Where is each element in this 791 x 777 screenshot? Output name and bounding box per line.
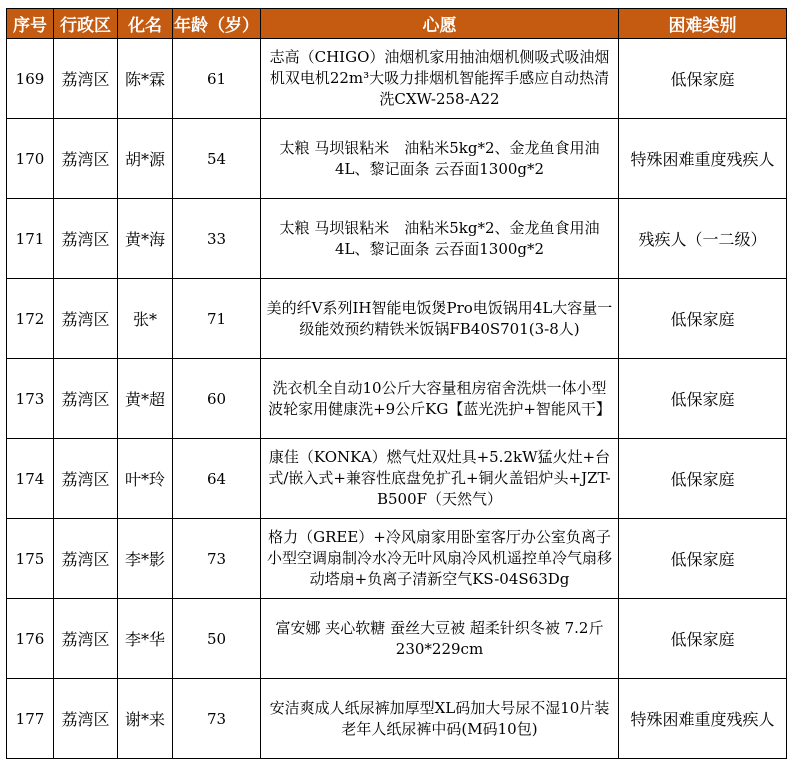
cell-name: 谢*来 bbox=[118, 679, 173, 759]
cell-name: 李*华 bbox=[118, 599, 173, 679]
header-age: 年龄（岁） bbox=[173, 9, 261, 39]
cell-district: 荔湾区 bbox=[54, 599, 118, 679]
cell-district: 荔湾区 bbox=[54, 279, 118, 359]
cell-seq: 171 bbox=[7, 199, 54, 279]
cell-seq: 172 bbox=[7, 279, 54, 359]
cell-name: 陈*霖 bbox=[118, 39, 173, 119]
wish-text: 太粮 马坝银粘米 油粘米5kg*2、金龙鱼食用油4L、黎记面条 云吞面1300g*2 bbox=[279, 138, 600, 178]
header-wish: 心愿 bbox=[261, 9, 619, 39]
cell-name: 黄*海 bbox=[118, 199, 173, 279]
cell-age: 33 bbox=[173, 199, 261, 279]
cell-district: 荔湾区 bbox=[54, 119, 118, 199]
cell-category: 低保家庭 bbox=[619, 519, 787, 599]
header-category: 困难类别 bbox=[619, 9, 787, 39]
cell-name: 李*影 bbox=[118, 519, 173, 599]
cell-category: 残疾人（一二级） bbox=[619, 199, 787, 279]
cell-seq: 170 bbox=[7, 119, 54, 199]
cell-category: 低保家庭 bbox=[619, 439, 787, 519]
cell-category: 低保家庭 bbox=[619, 599, 787, 679]
cell-wish bbox=[261, 359, 619, 439]
table-row bbox=[7, 359, 787, 439]
cell-seq: 173 bbox=[7, 359, 54, 439]
header-row bbox=[7, 9, 787, 39]
wish-list-table bbox=[6, 8, 787, 759]
cell-age: 54 bbox=[173, 119, 261, 199]
wish-text: 太粮 马坝银粘米 油粘米5kg*2、金龙鱼食用油4L、黎记面条 云吞面1300g*2 bbox=[279, 218, 600, 258]
cell-district: 荔湾区 bbox=[54, 519, 118, 599]
table-row bbox=[7, 679, 787, 759]
cell-wish bbox=[261, 679, 619, 759]
cell-name: 黄*超 bbox=[118, 359, 173, 439]
table-row bbox=[7, 119, 787, 199]
cell-category: 低保家庭 bbox=[619, 39, 787, 119]
header-district: 行政区 bbox=[54, 9, 118, 39]
header-name: 化名 bbox=[118, 9, 173, 39]
cell-category: 低保家庭 bbox=[619, 359, 787, 439]
cell-district: 荔湾区 bbox=[54, 359, 118, 439]
table-row bbox=[7, 279, 787, 359]
cell-category: 低保家庭 bbox=[619, 279, 787, 359]
wish-text: 富安娜 夹心软糖 蚕丝大豆被 超柔针织冬被 7.2斤 230*229cm bbox=[275, 618, 604, 658]
cell-seq: 169 bbox=[7, 39, 54, 119]
cell-district: 荔湾区 bbox=[54, 39, 118, 119]
cell-age: 73 bbox=[173, 679, 261, 759]
cell-seq: 175 bbox=[7, 519, 54, 599]
wish-text: 康佳（KONKA）燃气灶双灶具+5.2kW猛火灶+台式/嵌入式+兼容性底盘免扩孔+铜火盖铝炉头+JZT-B500F（天然气） bbox=[268, 448, 611, 508]
cell-age: 64 bbox=[173, 439, 261, 519]
cell-name: 胡*源 bbox=[118, 119, 173, 199]
wish-text: 安洁爽成人纸尿裤加厚型XL码加大号尿不湿10片装老年人纸尿裤中码(M码10包) bbox=[269, 698, 610, 738]
cell-category: 特殊困难重度残疾人 bbox=[619, 679, 787, 759]
cell-wish bbox=[261, 119, 619, 199]
cell-category: 特殊困难重度残疾人 bbox=[619, 119, 787, 199]
cell-wish bbox=[261, 39, 619, 119]
cell-age: 61 bbox=[173, 39, 261, 119]
table-row bbox=[7, 439, 787, 519]
table-row bbox=[7, 199, 787, 279]
cell-age: 73 bbox=[173, 519, 261, 599]
header-seq: 序号 bbox=[7, 9, 54, 39]
cell-age: 60 bbox=[173, 359, 261, 439]
cell-district: 荔湾区 bbox=[54, 199, 118, 279]
wish-text: 志高（CHIGO）油烟机家用抽油烟机侧吸式吸油烟机双电机22m³大吸力排烟机智能挥手感应自动热清洗CXW-258-A22 bbox=[269, 48, 610, 108]
table-row bbox=[7, 599, 787, 679]
cell-seq: 174 bbox=[7, 439, 54, 519]
cell-seq: 177 bbox=[7, 679, 54, 759]
cell-district: 荔湾区 bbox=[54, 439, 118, 519]
cell-wish bbox=[261, 599, 619, 679]
wish-text: 美的纤V系列IH智能电饭煲Pro电饭锅用4L大容量一级能效预约精铁米饭锅FB40S701(3-8人) bbox=[266, 298, 613, 338]
cell-wish bbox=[261, 279, 619, 359]
cell-age: 50 bbox=[173, 599, 261, 679]
cell-seq: 176 bbox=[7, 599, 54, 679]
cell-wish bbox=[261, 439, 619, 519]
cell-name: 张* bbox=[118, 279, 173, 359]
cell-age: 71 bbox=[173, 279, 261, 359]
cell-wish bbox=[261, 519, 619, 599]
cell-district: 荔湾区 bbox=[54, 679, 118, 759]
table-row bbox=[7, 519, 787, 599]
cell-wish bbox=[261, 199, 619, 279]
table-row bbox=[7, 39, 787, 119]
wish-text: 洗衣机全自动10公斤大容量租房宿舍洗烘一体小型波轮家用健康洗+9公斤KG【蓝光洗护+智能风干】 bbox=[268, 378, 611, 418]
cell-name: 叶*玲 bbox=[118, 439, 173, 519]
wish-text: 格力（GREE）+冷风扇家用卧室客厅办公室负离子小型空调扇制冷水冷无叶风扇冷风机遥控单冷气扇移动塔扇+负离子清新空气KS-04S63Dg bbox=[266, 528, 612, 588]
